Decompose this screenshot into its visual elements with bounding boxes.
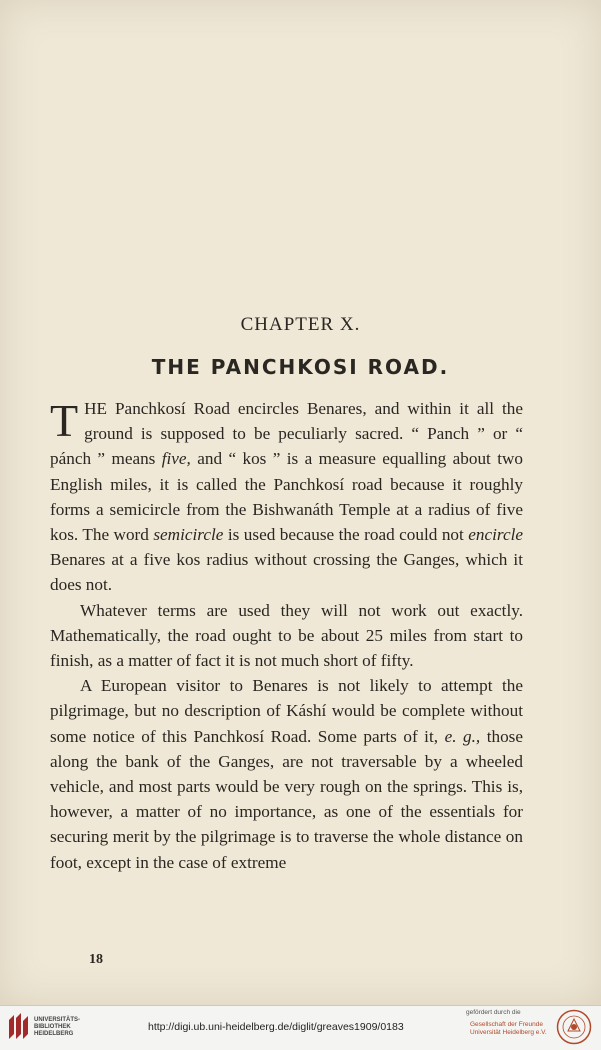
funded-by-label: gefördert durch die: [466, 1009, 521, 1016]
page-number: 18: [89, 952, 103, 967]
body-text: [50, 396, 523, 875]
chapter-title: THE PANCHKOSI ROAD.: [151, 355, 450, 379]
paragraph-2: Whatever terms are used they will not work out exactly. Mathematically, the road ought to be about 25 miles from start to finish, as a matter of fact it is not much short of fifty.: [50, 600, 523, 671]
university-library-logo-icon: [6, 1012, 30, 1042]
paragraph-1: THE Panchkosí Road encircles Benares, and within it all the ground is supposed to be peculiarly sacred. “ Panch ” or “ pánch ” means five, and “ kos ” is a measure equalling about two English miles, it is called the Panchkosí road because it roughly forms a semicircle from the Bishwanáth Temple at a radius of five kos. The word semicircle is used because the road could not encircle Benares at a five kos radius without crossing the Ganges, which it does not.: [50, 395, 523, 595]
permalink-url[interactable]: http://digi.ub.uni-heidelberg.de/diglit/greaves1909/0183: [148, 1021, 404, 1033]
paragraph-3: A European visitor to Benares is not likely to attempt the pilgrimage, but no description of Káshí would be complete without some notice of this Panchkosí Road. Some parts of it, e. g., those along the bank of the Ganges, are not traversable by a wheeled vehicle, and most parts would be very rough on the springs. This is, however, a matter of no importance, as one of the essentials for securing merit by the pilgrimage is to traverse the whole distance on foot, except in the case of extreme: [50, 676, 524, 872]
chapter-heading: CHAPTER X.: [240, 314, 361, 335]
library-name: UNIVERSITÄTS- BIBLIOTHEK HEIDELBERG: [34, 1017, 81, 1037]
drop-cap: T: [50, 395, 79, 446]
footer-bar: [0, 1005, 601, 1050]
sponsor-name: Gesellschaft der Freunde Universität Heidelberg e.V.: [470, 1021, 547, 1036]
university-seal-icon: [556, 1009, 592, 1045]
